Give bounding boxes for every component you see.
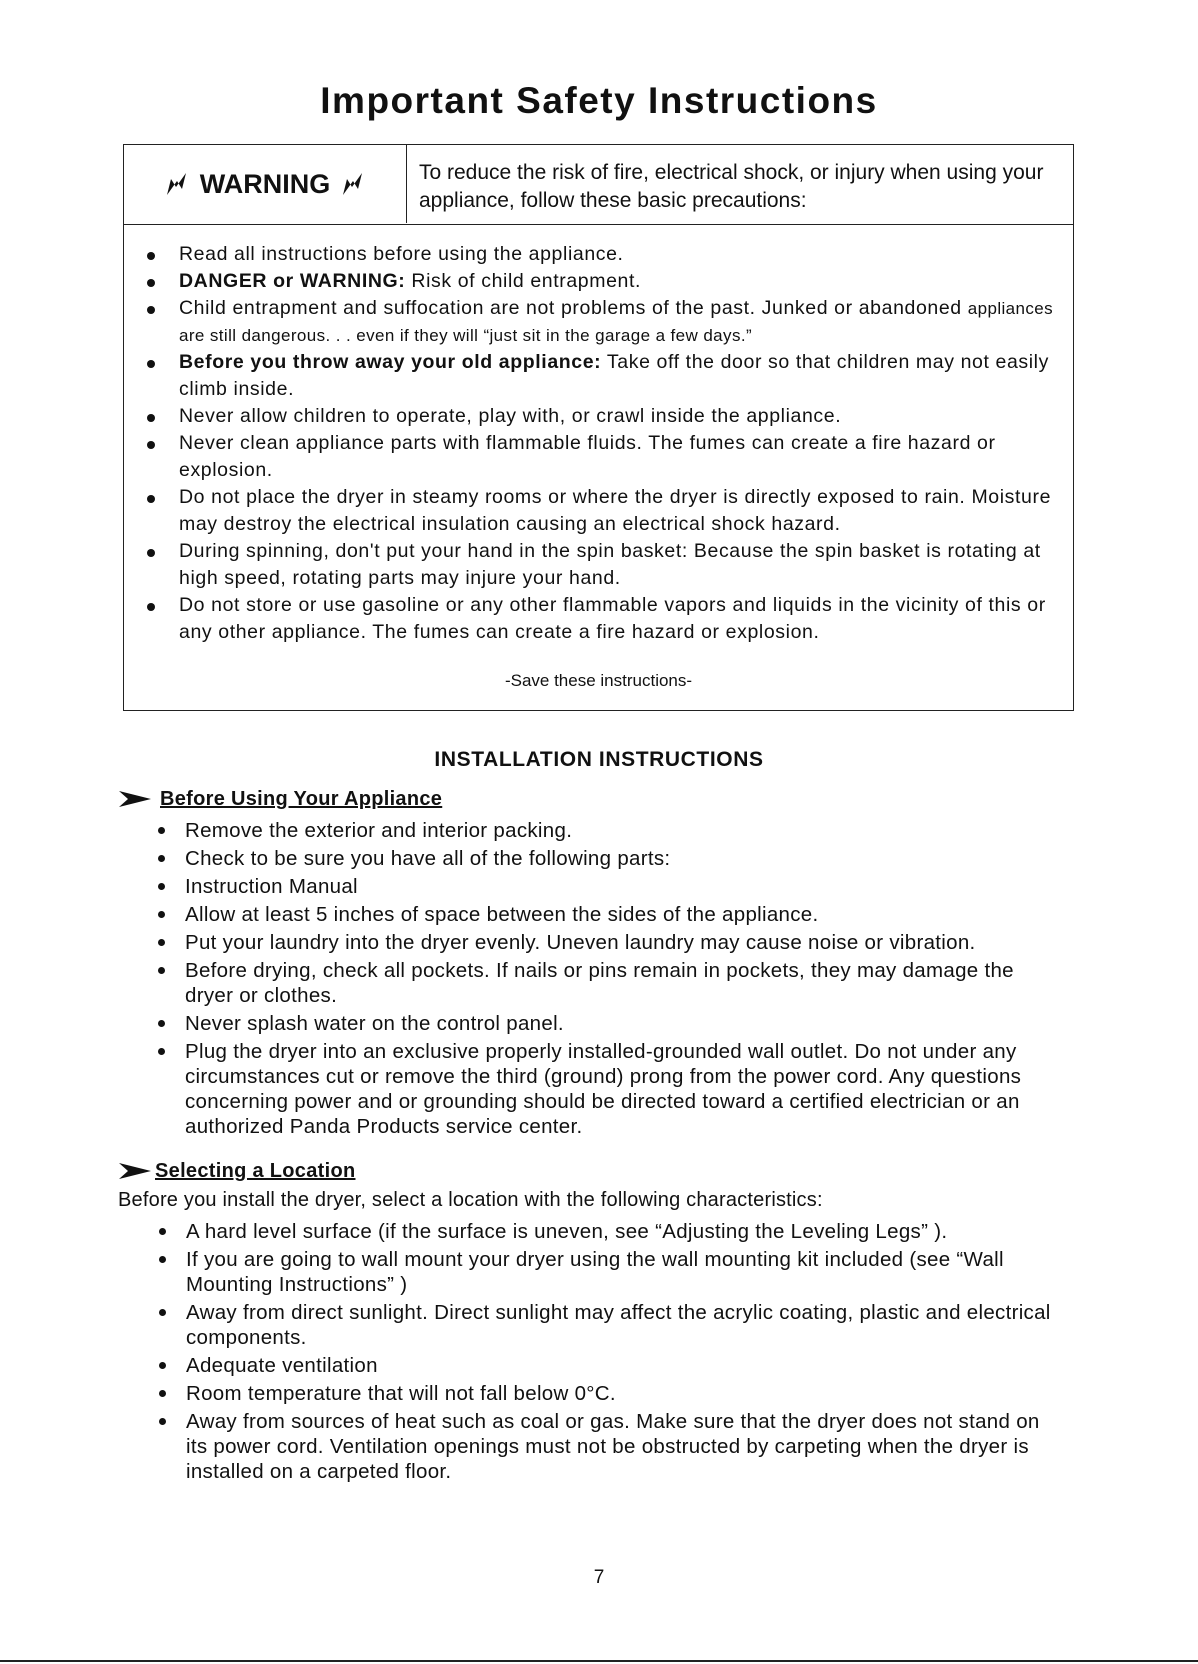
bullet-dot-icon: [158, 827, 165, 834]
bullet-dot-icon: [158, 1048, 165, 1055]
warning-item-bold: DANGER or WARNING:: [179, 270, 406, 292]
warning-item-text: Read all instructions before using the appliance.: [179, 243, 624, 265]
warning-item-text: Child entrapment and suffocation are not problems of the past. Junked or abandoned: [179, 297, 968, 319]
bullet-dot-icon: [159, 1418, 166, 1425]
location-item: [156, 1409, 1066, 1484]
bullet-dot-icon: [159, 1390, 166, 1397]
warning-item-text: Do not place the dryer in steamy rooms or where the dryer is directly exposed to rain. Moisture may destroy the electrical insulation causing an electrical shock hazard.: [179, 486, 1052, 535]
location-item-text: Away from sources of heat such as coal or gas. Make sure that the dryer does not stand on its power cord. Ventilation openings must not be obstructed by carpeting when the dryer is installed on a carpeted floor.: [186, 1410, 1040, 1483]
before-using-item-text: Plug the dryer into an exclusive properly installed-grounded wall outlet. Do not under any circumstances cut or remove the third (ground) prong from the power cord. Any questions concerning power and or grounding should be directed toward a certified electrician or an authorized Panda Products service center.: [185, 1040, 1022, 1138]
location-item: [156, 1353, 1066, 1378]
warning-label: [124, 145, 407, 223]
warning-intro: To reduce the risk of fire, electrical shock, or injury when using your appliance, follow these basic precautions:: [419, 161, 1044, 212]
location-item-text: Away from direct sunlight. Direct sunlight may affect the acrylic coating, plastic and electrical components.: [186, 1301, 1051, 1349]
before-using-item: [155, 818, 1065, 843]
bullet-dot-icon: [159, 1256, 166, 1263]
before-using-item: [155, 874, 1065, 899]
before-using-item: [155, 902, 1065, 927]
before-using-item-text: Never splash water on the control panel.: [185, 1012, 564, 1035]
warning-item-bold: Before you throw away your old appliance:: [179, 351, 602, 373]
location-item: [156, 1381, 1066, 1406]
before-using-item-text: Allow at least 5 inches of space between the sides of the appliance.: [185, 903, 819, 926]
bottom-rule: [0, 1660, 1198, 1662]
location-item-text: Room temperature that will not fall below 0°C.: [186, 1382, 616, 1405]
warning-list-item: [124, 268, 1073, 295]
before-using-heading: Before Using Your Appliance: [160, 788, 443, 810]
warning-item-text: Never clean appliance parts with flammable fluids. The fumes can create a fire hazard or explosion.: [179, 432, 996, 481]
warning-item-text: During spinning, don't put your hand in the spin basket: Because the spin basket is rotating at high speed, rotating parts may injure your hand.: [179, 540, 1041, 589]
warning-item-small-text: appliances are still dangerous. . . even if they will “just sit in the garage a few days.”: [179, 299, 1054, 345]
before-using-item: [155, 1039, 1065, 1139]
location-item: [156, 1219, 1066, 1244]
arrow-bullet-icon: [118, 1160, 152, 1182]
bullet-dot-icon: [147, 360, 155, 368]
bullet-dot-icon: [158, 883, 165, 890]
before-using-item: [155, 958, 1065, 1008]
warning-list-item: [124, 241, 1073, 268]
before-using-item-text: Remove the exterior and interior packing.: [185, 819, 573, 842]
bullet-dot-icon: [147, 306, 155, 314]
before-using-item: [155, 846, 1065, 871]
bullet-dot-icon: [158, 855, 165, 862]
page-number: 7: [593, 1567, 605, 1588]
bullet-dot-icon: [158, 939, 165, 946]
bullet-dot-icon: [159, 1362, 166, 1369]
bullet-dot-icon: [147, 603, 155, 611]
before-using-item-text: Check to be sure you have all of the following parts:: [185, 847, 671, 870]
bullet-dot-icon: [147, 252, 155, 260]
before-using-item-text: Instruction Manual: [185, 875, 358, 898]
warning-list: [124, 241, 1073, 646]
warning-item-text: Never allow children to operate, play with, or crawl inside the appliance.: [179, 405, 842, 427]
location-heading: Selecting a Location: [155, 1160, 356, 1182]
location-item-text: If you are going to wall mount your dryer using the wall mounting kit included (see “Wall Mounting Instructions” ): [186, 1248, 1004, 1296]
warning-list-item: [124, 349, 1073, 403]
lightning-bolt-icon: [340, 171, 366, 197]
warning-item-text: Risk of child entrapment.: [405, 270, 642, 292]
location-item-text: Adequate ventilation: [186, 1354, 378, 1377]
bullet-dot-icon: [147, 549, 155, 557]
page-title: Important Safety Instructions: [320, 80, 878, 121]
warning-list-item: [124, 484, 1073, 538]
bullet-dot-icon: [158, 911, 165, 918]
arrow-bullet-icon: [118, 788, 152, 810]
warning-box: [123, 144, 1074, 711]
location-item: [156, 1300, 1066, 1350]
bullet-dot-icon: [147, 279, 155, 287]
save-note: -Save these instructions-: [504, 671, 693, 690]
warning-list-item: [124, 430, 1073, 484]
before-using-item-text: Put your laundry into the dryer evenly. Uneven laundry may cause noise or vibration.: [185, 931, 976, 954]
installation-title: INSTALLATION INSTRUCTIONS: [434, 748, 764, 771]
bullet-dot-icon: [147, 414, 155, 422]
location-item-text: A hard level surface (if the surface is uneven, see “Adjusting the Leveling Legs” ).: [186, 1220, 948, 1243]
location-list: [156, 1219, 1066, 1487]
before-using-item: [155, 930, 1065, 955]
warning-item-text: Do not store or use gasoline or any other flammable vapors and liquids in the vicinity of this or any other appliance. The fumes can create a fire hazard or explosion.: [179, 594, 1046, 643]
warning-label-text: WARNING: [199, 168, 331, 199]
before-using-item-text: Before drying, check all pockets. If nails or pins remain in pockets, they may damage the dryer or clothes.: [185, 959, 1014, 1007]
before-using-list: [155, 818, 1065, 1142]
warning-list-item: [124, 592, 1073, 646]
warning-item-text: Take off the door so that children may not easily climb inside.: [179, 351, 1049, 400]
warning-list-item: [124, 538, 1073, 592]
bullet-dot-icon: [158, 967, 165, 974]
location-item: [156, 1247, 1066, 1297]
bullet-dot-icon: [159, 1309, 166, 1316]
warning-list-item: [124, 295, 1073, 349]
bullet-dot-icon: [158, 1020, 165, 1027]
before-using-item: [155, 1011, 1065, 1036]
location-intro: Before you install the dryer, select a location with the following characteristics:: [118, 1189, 823, 1211]
lightning-bolt-icon: [164, 171, 190, 197]
bullet-dot-icon: [159, 1228, 166, 1235]
bullet-dot-icon: [147, 495, 155, 503]
warning-list-item: [124, 403, 1073, 430]
bullet-dot-icon: [147, 441, 155, 449]
warning-header: [124, 145, 1073, 225]
